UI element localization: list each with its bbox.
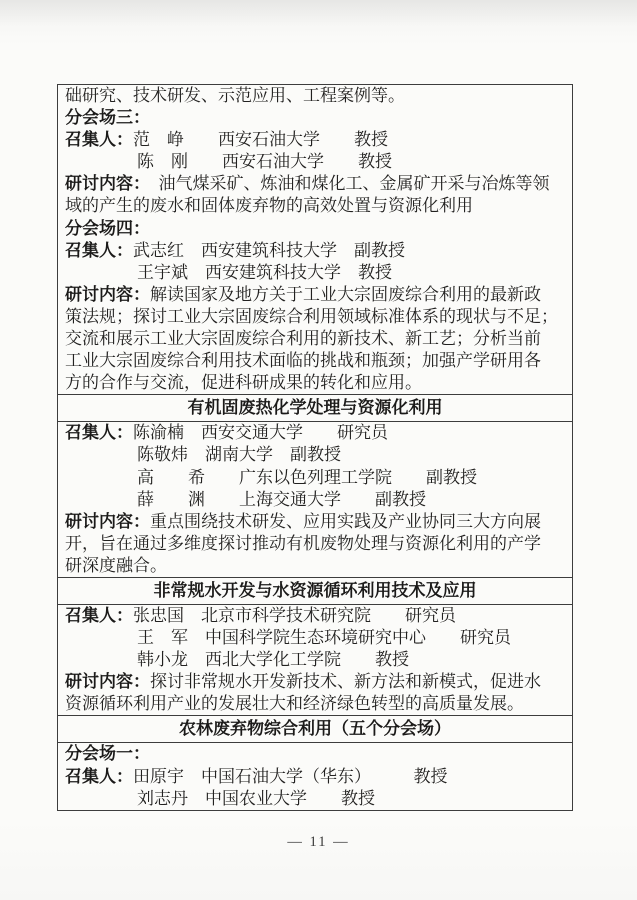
row-text: 础研究、技术研发、示范应用、工程案例等。	[65, 86, 405, 105]
row-text: 域的产生的废水和固体废弃物的高效处置与资源化利用	[65, 196, 473, 216]
table-row	[58, 195, 572, 217]
section-header-text: 非常规水开发与水资源循环利用技术及应用	[153, 580, 477, 600]
table-row	[58, 306, 572, 328]
table-row	[58, 511, 572, 533]
row-text: 高 希 广东以色列理工学院 副教授	[137, 467, 477, 487]
row-text: 开，旨在通过多维度探讨推动有机废物处理与资源化利用的产学	[65, 533, 541, 553]
row-text: 田原宇 中国石油大学（华东） 教授	[133, 766, 448, 786]
row-text: 陈渝楠 西安交通大学 研究员	[133, 423, 388, 443]
table-row	[58, 328, 572, 350]
row-text: 交流和展示工业大宗固废综合利用的新技术、新工艺；分析当前	[65, 329, 541, 349]
table-row	[58, 240, 572, 262]
table-row	[58, 671, 572, 693]
table-row	[58, 262, 572, 284]
row-text: 油气煤采矿、炼油和煤化工、金属矿开采与冶炼等领	[141, 174, 550, 194]
table-row	[58, 627, 572, 649]
table-row	[58, 605, 572, 627]
row-text: 张忠国 北京市科学技术研究院 研究员	[133, 605, 456, 625]
table-row	[58, 151, 572, 173]
row-bold-label: 研讨内容：	[65, 284, 150, 304]
table-row	[58, 555, 572, 577]
table-row	[58, 788, 572, 810]
section-header-row	[58, 394, 572, 422]
table-row	[58, 85, 572, 107]
table-row	[58, 284, 572, 306]
row-bold-label: 召集人：	[65, 766, 133, 786]
row-text: 解读国家及地方关于工业大宗固废综合利用的最新政	[150, 284, 541, 304]
table-row	[58, 743, 572, 765]
table-row	[58, 218, 572, 240]
row-text: 王宇斌 西安建筑科技大学 教授	[137, 262, 392, 282]
row-bold-label: 召集人：	[65, 605, 133, 625]
row-bold-label: 研讨内容：	[65, 174, 142, 194]
section-header-text: 农林废弃物综合利用（五个分会场）	[179, 719, 451, 739]
row-text: 王 军 中国科学院生态环境研究中心 研究员	[137, 628, 511, 648]
row-bold-label: 研讨内容：	[65, 672, 150, 692]
table-row	[58, 444, 572, 466]
row-text: 工业大宗固废综合利用技术面临的挑战和瓶颈；加强产学研用各	[65, 351, 541, 371]
section-header-row	[58, 577, 572, 605]
row-text: 陈 刚 西安石油大学 教授	[137, 152, 392, 172]
conference-program-table	[57, 84, 573, 811]
row-text: 方的合作与交流，促进科研成果的转化和应用。	[65, 373, 422, 393]
row-bold-label: 分会场一：	[65, 744, 150, 764]
row-bold-label: 分会场三：	[65, 108, 150, 128]
row-text: 策法规；探讨工业大宗固废综合利用领域标准体系的现状与不足；	[65, 306, 558, 326]
table-row	[58, 533, 572, 555]
row-text: 武志红 西安建筑科技大学 副教授	[133, 240, 405, 260]
table-row	[58, 766, 572, 788]
table-row	[58, 372, 572, 394]
table-row	[58, 649, 572, 671]
row-text: 重点围绕技术研发、应用实践及产业协同三大方向展	[150, 511, 541, 531]
section-header-text: 有机固废热化学处理与资源化利用	[187, 398, 443, 418]
table-row	[58, 467, 572, 489]
row-bold-label: 召集人：	[65, 130, 133, 150]
row-bold-label: 研讨内容：	[65, 511, 150, 531]
table-row	[58, 173, 572, 195]
row-text: 薛 渊 上海交通大学 副教授	[137, 489, 426, 509]
table-row	[58, 489, 572, 511]
row-bold-label: 召集人：	[65, 240, 133, 260]
row-text: 韩小龙 西北大学化工学院 教授	[137, 650, 409, 670]
row-text: 陈敬炜 湖南大学 副教授	[137, 445, 341, 465]
section-header-row	[58, 715, 572, 743]
table-row	[58, 350, 572, 372]
row-text: 范 峥 西安石油大学 教授	[133, 130, 388, 150]
table-row	[58, 107, 572, 129]
row-bold-label: 召集人：	[65, 423, 133, 443]
page-number: — 11 —	[287, 834, 350, 850]
table-row	[58, 693, 572, 715]
row-text: 刘志丹 中国农业大学 教授	[137, 788, 375, 808]
row-text: 资源循环利用产业的发展壮大和经济绿色转型的高质量发展。	[65, 694, 524, 714]
table-row	[58, 422, 572, 444]
row-text: 研深度融合。	[65, 555, 167, 575]
row-bold-label: 分会场四：	[65, 218, 150, 238]
row-text: 探讨非常规水开发新技术、新方法和新模式，促进水	[150, 672, 541, 692]
table-row	[58, 129, 572, 151]
